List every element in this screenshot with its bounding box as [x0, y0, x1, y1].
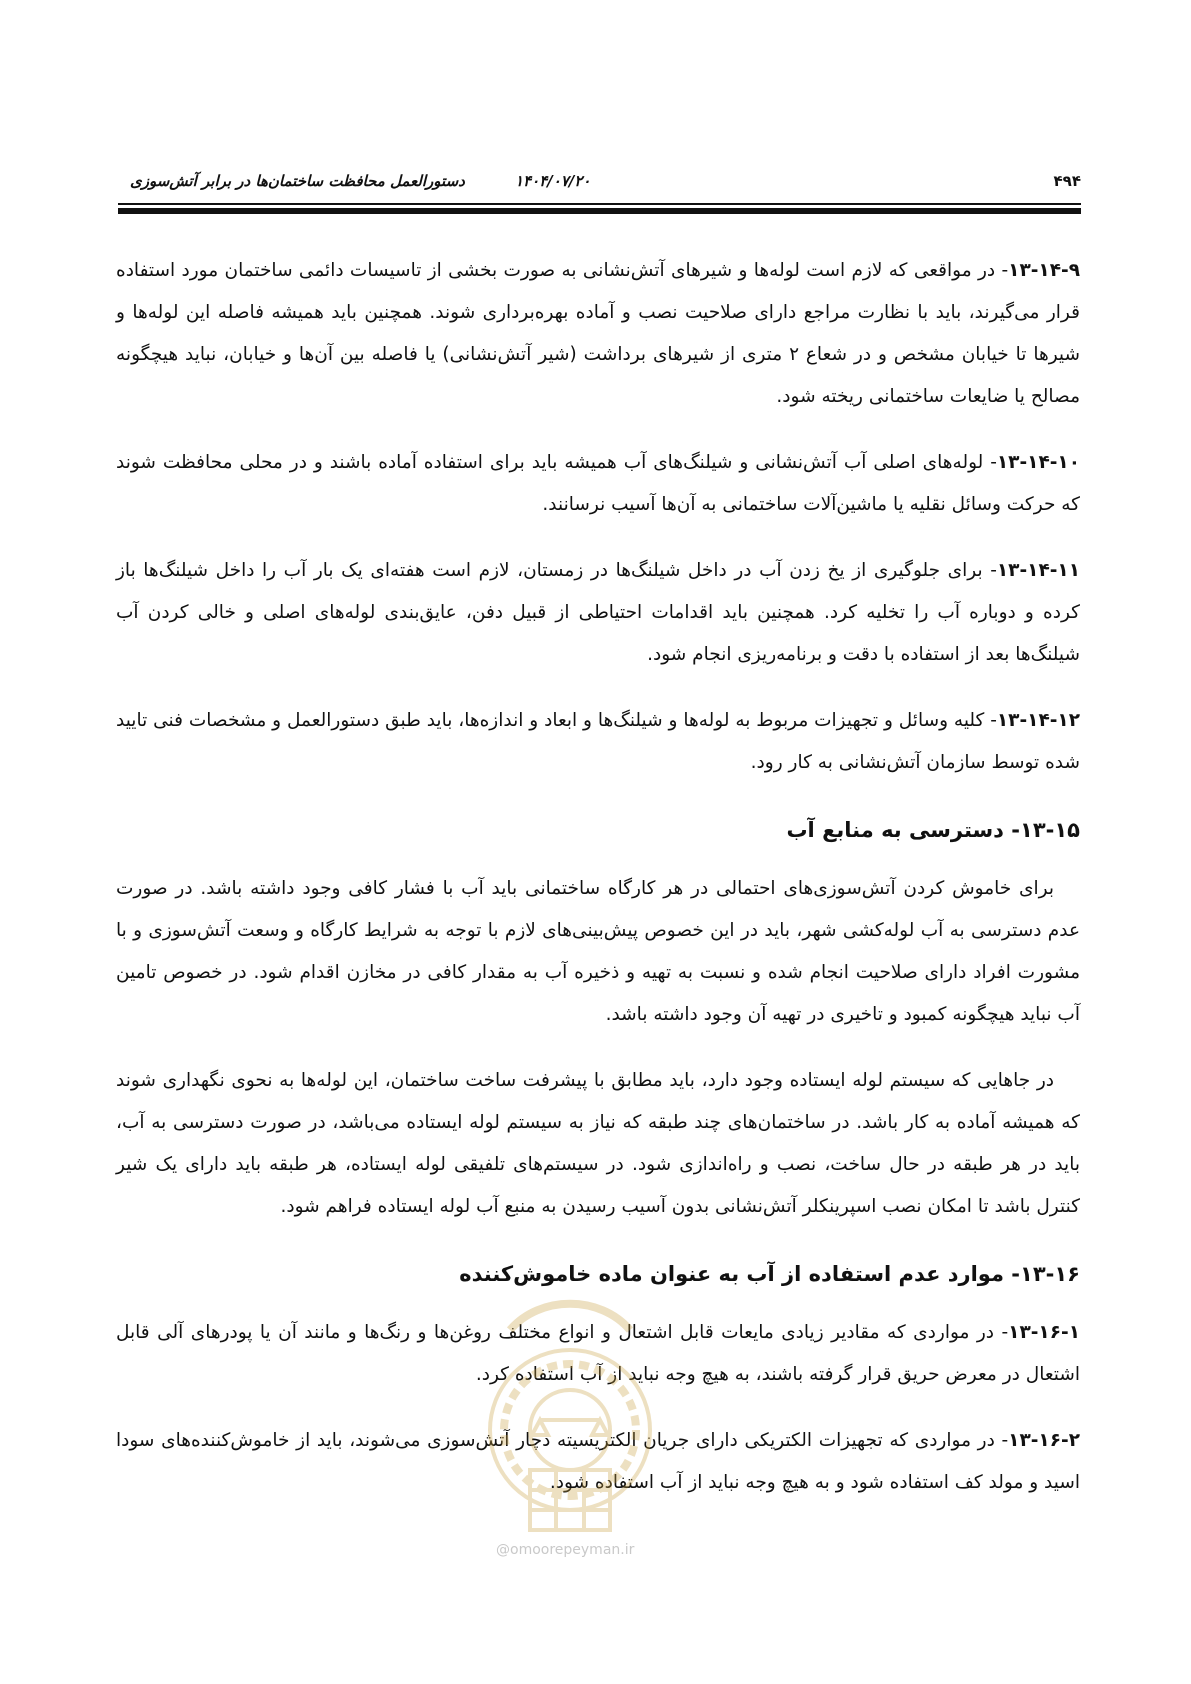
clause-number: ۱۳-۱۴-۱۰	[996, 452, 1080, 473]
clause-text: - لوله‌های اصلی آب آتش‌نشانی و شیلنگ‌های آب همیشه باید برای استفاده آماده باشند و در محلی محافظت شوند که حرکت وسائل نقلیه یا ماشین‌آلات ساختمانی به آن‌ها آسیب نرسانند.	[116, 452, 1080, 515]
header-title: دستورالعمل محافظت ساختمان‌ها در برابر آتش‌سوزی	[130, 172, 465, 190]
page-number: ۴۹۴	[1053, 172, 1081, 190]
clause-number: ۱۳-۱۴-۱۱	[996, 560, 1080, 581]
watermark-logo	[470, 1290, 670, 1560]
clause-text: - در مواردی که تجهیزات الکتریکی دارای جریان الکتریسیته دچار آتش‌سوزی می‌شوند، باید از خاموش‌کننده‌های سودا اسید و مولد کف استفاده شود و به هیچ وجه نباید از آب استفاده شود.	[116, 1430, 1080, 1493]
section-heading-13-16: ۱۳-۱۶- موارد عدم استفاده از آب به عنوان ماده خاموش‌کننده	[459, 1262, 1080, 1286]
clause-13-14-11	[116, 550, 1080, 676]
section-heading-13-15: ۱۳-۱۵- دسترسی به منابع آب	[786, 818, 1080, 842]
clause-text: - در مواقعی که لازم است لوله‌ها و شیرهای آتش‌نشانی به صورت بخشی از تاسیسات دائمی ساختمان مورد استفاده قرار می‌گیرند، باید با نظارت مراجع دارای صلاحیت نصب و آماده بهره‌برداری شوند. همچنین باید همیشه فاصله این لوله‌ها و شیرها تا خیابان مشخص و در شعاع ۲ متری از شیرهای برداشت (شیر آتش‌نشانی) یا فاصله بین آن‌ها و خیابان، نباید هیچگونه مصالح یا ضایعات ساختمانی ریخته شود.	[116, 260, 1080, 407]
watermark-website: @omoorepeyman.ir	[496, 1542, 635, 1558]
clause-13-14-10	[116, 442, 1080, 526]
clause-text: - برای جلوگیری از یخ زدن آب در داخل شیلنگ‌ها در زمستان، لازم است هفته‌ای یک بار آب را داخل شیلنگ‌ها باز کرده و دوباره آب را تخلیه کرد. همچنین باید اقدامات احتیاطی از قبیل دفن، عایق‌بندی لوله‌های اصلی و خالی کردن آب شیلنگ‌ها بعد از استفاده با دقت و برنامه‌ریزی انجام شود.	[116, 560, 1080, 665]
clause-number: ۱۳-۱۴-۹	[1008, 260, 1080, 281]
clause-number: ۱۳-۱۶-۲	[1008, 1430, 1080, 1451]
clause-text: - کلیه وسائل و تجهیزات مربوط به لوله‌ها و شیلنگ‌ها و ابعاد و اندازه‌ها، باید طبق دستورالعمل و مشخصات فنی تایید شده توسط سازمان آتش‌نشانی به کار رود.	[116, 710, 1080, 773]
clause-13-14-9	[116, 250, 1080, 418]
clause-text: - در مواردی که مقادیر زیادی مایعات قابل اشتعال و انواع مختلف روغن‌ها و رنگ‌ها و مانند آن یا پودرهای آلی قابل اشتعال در معرض حریق قرار گرفته باشند، به هیچ وجه نباید از آب استفاده کرد.	[116, 1322, 1080, 1385]
header-rule-thick	[118, 208, 1081, 214]
header-rule-thin	[118, 203, 1081, 205]
header-date: ۱۴۰۴/۰۷/۲۰	[515, 172, 591, 190]
clause-number: ۱۳-۱۴-۱۲	[996, 710, 1080, 731]
clause-number: ۱۳-۱۶-۱	[1008, 1322, 1080, 1343]
section-15-paragraph-2: در جاهایی که سیستم لوله ایستاده وجود دارد، باید مطابق با پیشرفت ساخت ساختمان، این لوله‌ها به نحوی نگهداری شوند که همیشه آماده به کار باشد. در ساختمان‌های چند طبقه که نیاز به سیستم لوله ایستاده می‌باشد، در صورت دسترسی به آب، باید در هر طبقه در حال ساخت، نصب و راه‌اندازی شود. در سیستم‌های تلفیقی لوله ایستاده، هر طبقه باید دارای یک شیر کنترل باشد تا امکان نصب اسپرینکلر آتش‌نشانی بدون آسیب رسیدن به منبع آب لوله ایستاده فراهم شود.	[116, 1070, 1080, 1217]
section-15-paragraph-1: برای خاموش کردن آتش‌سوزی‌های احتمالی در هر کارگاه ساختمانی باید آب با فشار کافی وجود داشته باشد. در صورت عدم دسترسی به آب لوله‌کشی شهر، باید در این خصوص پیش‌بینی‌های لازم با توجه به شرایط کارگاه و وسعت آتش‌سوزی و با مشورت افراد دارای صلاحیت انجام شده و نسبت به تهیه و ذخیره آب به مقدار کافی در مخازن اقدام شود. در خصوص تامین آب نباید هیچگونه کمبود و تاخیری در تهیه آن وجود داشته باشد.	[116, 878, 1080, 1025]
clause-13-14-12	[116, 700, 1080, 784]
page-header	[110, 160, 1081, 200]
